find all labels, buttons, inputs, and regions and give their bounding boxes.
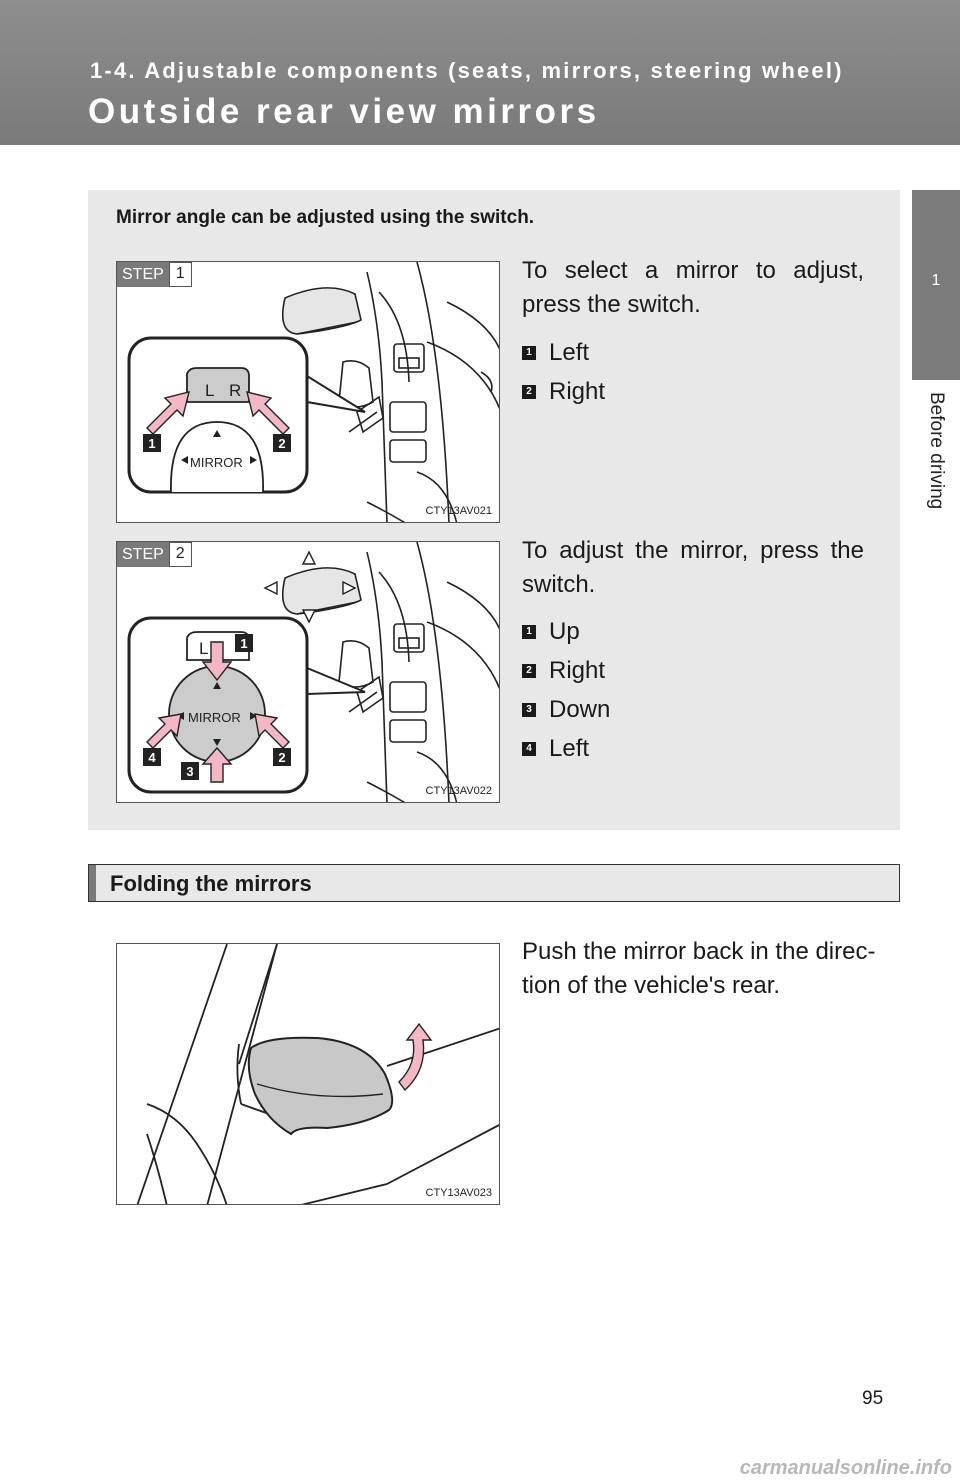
step2-illustration [117,542,500,803]
figure-code: CTY13AV023 [425,1187,492,1199]
chapter-number: 1 [931,272,941,289]
step1-item-right: 2 Right [522,378,605,406]
heading-bar [89,865,96,901]
step2-item-down: 3 Down [522,696,610,724]
page-number: 95 [862,1388,884,1409]
callout-2: 2 [278,436,286,451]
callout-4: 4 [148,750,156,765]
figure-code: CTY13AV022 [425,785,492,797]
step1-item-left: 1 Left [522,339,589,367]
step2-item-right: 2 Right [522,657,605,685]
folding-illustration [117,944,500,1205]
step1-text: To select a mirror to adjust, press the switch. [522,257,864,318]
chapter-tab[interactable] [912,190,960,380]
callout-3: 3 [186,764,194,779]
callout-1: 1 [240,636,248,651]
step1-badge: STEP 1 [117,262,192,287]
section-title: 1-4. Adjustable components (seats, mirrors, steering wheel) [90,58,844,83]
panel-intro: Mirror angle can be adjusted using the switch. [116,207,535,228]
step2-badge: STEP 2 [117,542,192,567]
page-header [0,0,960,145]
switch-l-label: L [205,381,215,400]
folding-figure [116,943,500,1205]
switch-l-label: L [199,639,209,658]
folding-text: Push the mirror back in the direc-tion of the vehicle's rear. [522,938,876,999]
callout-1: 1 [148,436,156,451]
step2-item-left: 4 Left [522,735,589,763]
switch-r-label: R [229,381,242,400]
mirror-label: MIRROR [190,455,243,470]
step2-text: To adjust the mirror, press the switch. [522,537,864,598]
chapter-label: Before driving [926,392,947,510]
mirror-label: MIRROR [188,710,241,725]
callout-2: 2 [278,750,286,765]
folding-heading: Folding the mirrors [88,864,900,902]
step2-figure [116,541,500,803]
page-title: Outside rear view mirrors [88,92,600,131]
step2-item-up: 1 Up [522,618,580,646]
mirror-adjust-panel [88,190,900,830]
figure-code: CTY13AV021 [425,505,492,517]
step1-figure [116,261,500,523]
step1-illustration [117,262,500,523]
watermark: carmanualsonline.info [739,1457,952,1479]
